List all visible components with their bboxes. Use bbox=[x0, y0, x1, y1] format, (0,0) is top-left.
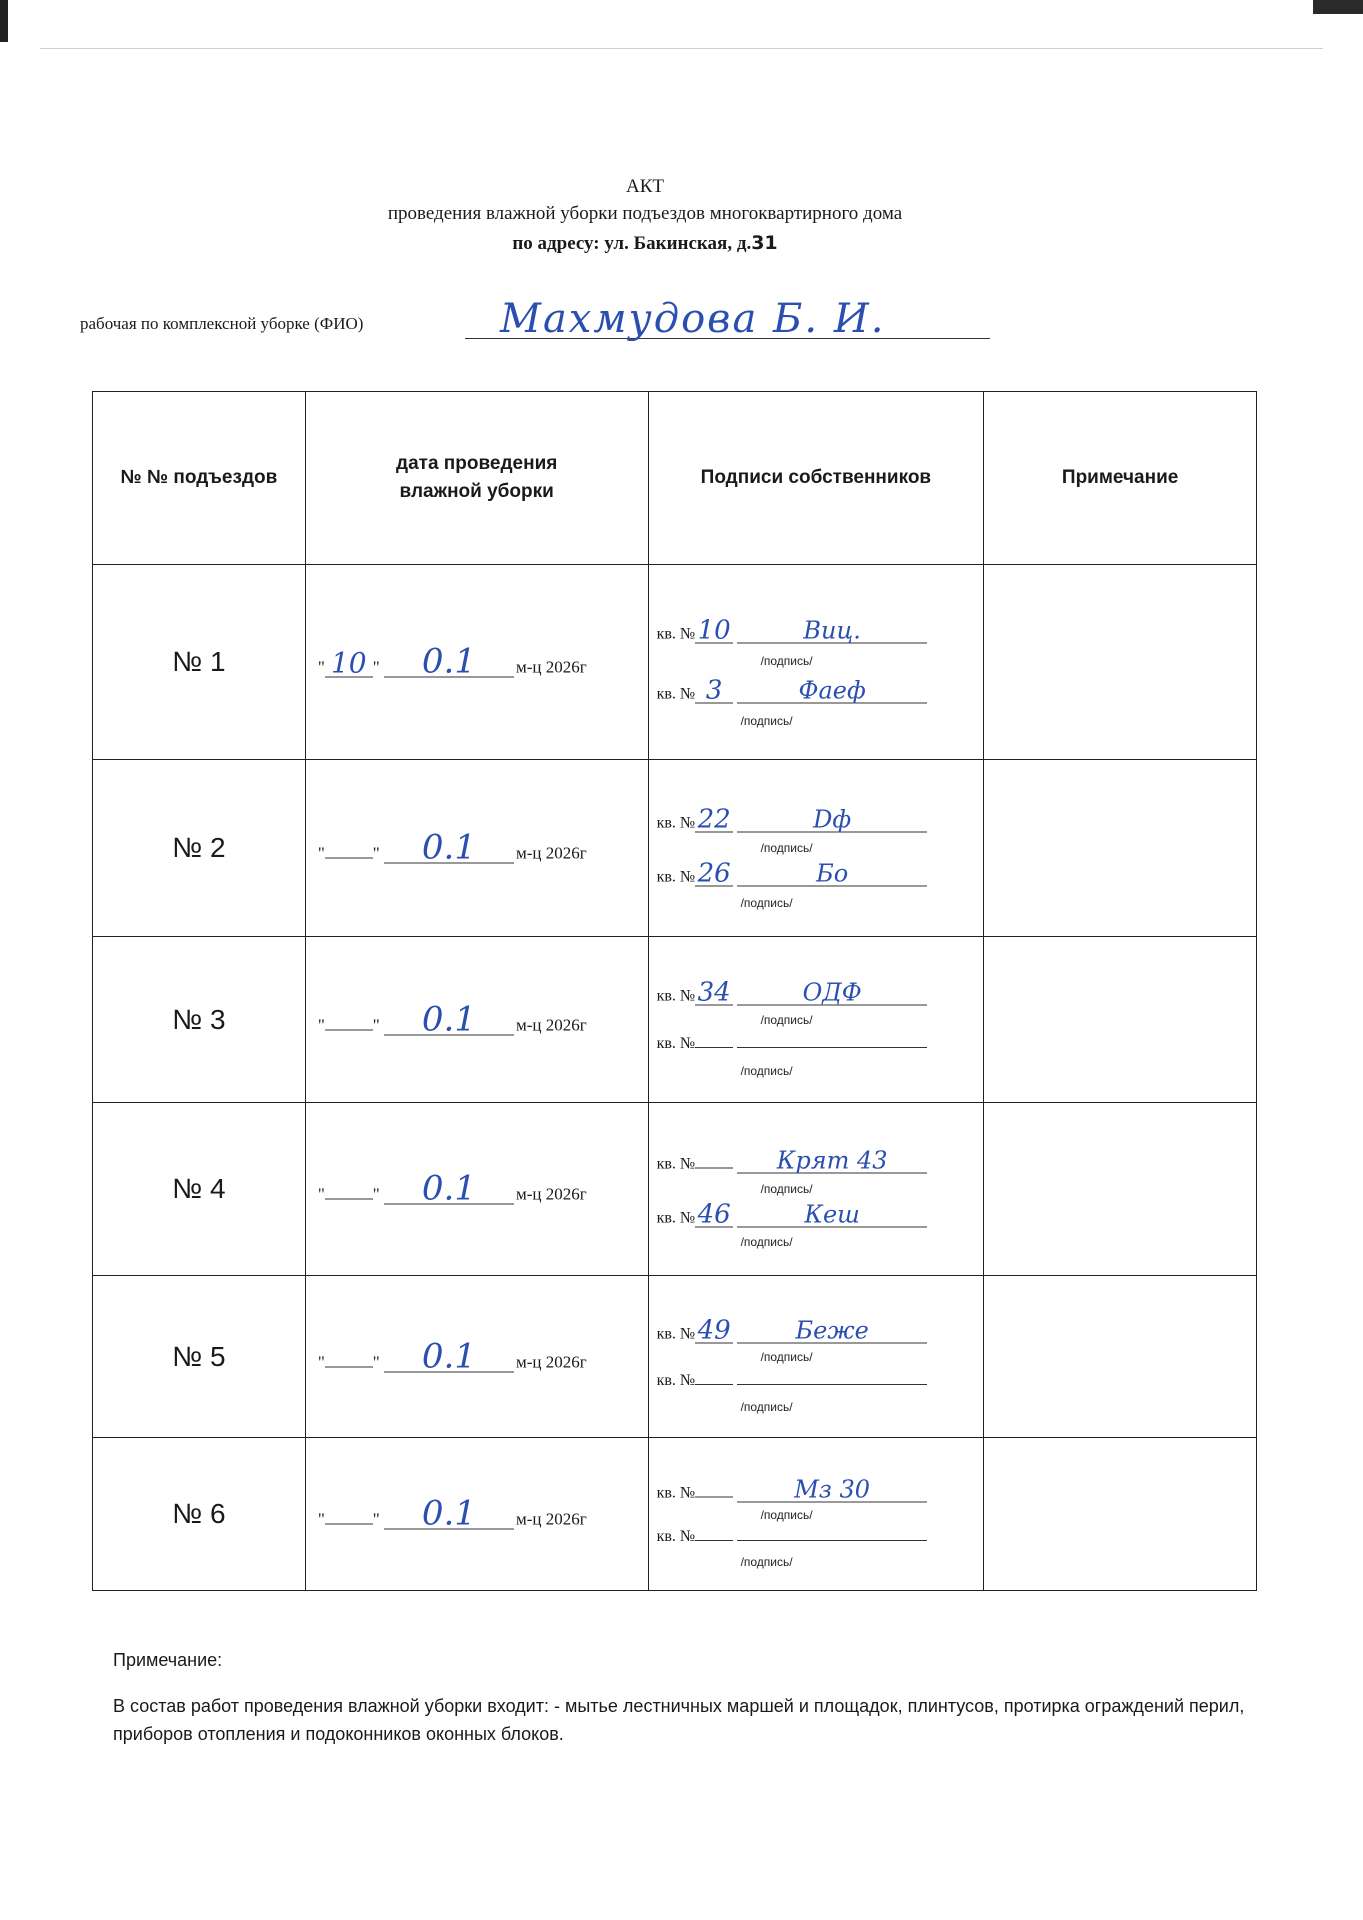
cleaning-table bbox=[92, 391, 1257, 1591]
date-line bbox=[317, 1336, 587, 1376]
apartment-number bbox=[695, 1168, 733, 1169]
date-cell bbox=[305, 1438, 648, 1591]
apartment-number: 46 bbox=[695, 1202, 733, 1227]
month-year-label: м-ц 2026г bbox=[515, 657, 587, 677]
table-row bbox=[93, 565, 1257, 760]
apartment-label: кв. № bbox=[656, 1209, 696, 1227]
signatures-cell bbox=[648, 565, 984, 760]
table-row bbox=[93, 937, 1257, 1103]
signature-line-2 bbox=[657, 1372, 928, 1390]
signatures-cell bbox=[648, 937, 984, 1103]
open-quote: " bbox=[317, 1352, 325, 1371]
month-year-label: м-ц 2026г bbox=[515, 1184, 587, 1204]
apartment-label: кв. № bbox=[656, 1035, 696, 1053]
month-year-label: м-ц 2026г bbox=[515, 1352, 587, 1371]
note-text: В состав работ проведения влажной уборки входит: - мытье лестничных маршей и площадок, плинтусов, протирка ограждений перил, приборов отопления и подоконников оконных блоков. bbox=[113, 1696, 1245, 1744]
signature-caption: /подпись/ bbox=[740, 1235, 793, 1250]
month-field: 0.1 bbox=[384, 1004, 514, 1035]
date-line bbox=[317, 827, 587, 868]
document-title: АКТ bbox=[626, 176, 664, 197]
signatures-cell bbox=[648, 1103, 984, 1276]
close-quote: " bbox=[372, 657, 380, 677]
entrance-number: № 6 bbox=[93, 1438, 306, 1591]
date-line bbox=[317, 1493, 587, 1534]
open-quote: " bbox=[317, 657, 325, 677]
signature-caption: /подпись/ bbox=[760, 654, 813, 669]
signature-caption: /подпись/ bbox=[760, 1507, 813, 1522]
note-cell bbox=[984, 1438, 1257, 1591]
month-field: 0.1 bbox=[384, 1499, 514, 1530]
owner-signature bbox=[737, 1384, 927, 1385]
header-entrances: № № подъездов bbox=[93, 392, 306, 565]
signature-line-2 bbox=[656, 1199, 928, 1230]
owner-signature: Крят 43 bbox=[737, 1149, 927, 1174]
note-cell bbox=[984, 565, 1257, 760]
signatures-cell bbox=[648, 1438, 984, 1591]
signature-line-2 bbox=[657, 1035, 928, 1053]
apartment-label: кв. № bbox=[656, 1371, 696, 1389]
signature-line-1 bbox=[656, 977, 928, 1008]
month-year-label: м-ц 2026г bbox=[515, 1015, 587, 1034]
fold-line bbox=[40, 48, 1323, 49]
day-field bbox=[325, 1199, 373, 1200]
close-quote: " bbox=[372, 1509, 380, 1529]
owner-signature bbox=[737, 1047, 927, 1048]
worker-row bbox=[80, 296, 990, 350]
close-quote: " bbox=[372, 1184, 380, 1204]
day-field bbox=[325, 858, 373, 859]
apartment-number bbox=[695, 1384, 733, 1385]
entrance-number: № 2 bbox=[93, 760, 306, 937]
note-cell bbox=[984, 1103, 1257, 1276]
apartment-label: кв. № bbox=[656, 1155, 696, 1173]
date-cell bbox=[305, 760, 648, 937]
signatures-cell bbox=[648, 760, 984, 937]
apartment-number bbox=[695, 1540, 733, 1541]
apartment-number: 3 bbox=[695, 679, 733, 704]
owner-signature: Кеш bbox=[737, 1202, 927, 1227]
signature-line-2 bbox=[656, 858, 928, 889]
apartment-number: 26 bbox=[695, 862, 733, 887]
entrance-number: № 1 bbox=[93, 565, 306, 760]
note-cell bbox=[984, 937, 1257, 1103]
signature-caption: /подпись/ bbox=[760, 1012, 813, 1027]
signature-caption: /подпись/ bbox=[740, 1399, 793, 1414]
signatures-cell bbox=[648, 1276, 984, 1438]
signature-line-1 bbox=[656, 1146, 928, 1175]
day-field: 10 bbox=[325, 651, 373, 678]
entrance-number: № 5 bbox=[93, 1276, 306, 1438]
apartment-label: кв. № bbox=[656, 868, 696, 886]
apartment-number: 34 bbox=[695, 981, 733, 1006]
signature-line-1 bbox=[656, 1315, 928, 1346]
day-field bbox=[325, 1366, 373, 1367]
signature-line-1 bbox=[656, 615, 928, 646]
address-line bbox=[0, 232, 1290, 255]
date-cell bbox=[305, 1276, 648, 1438]
close-quote: " bbox=[372, 1352, 380, 1371]
owner-signature: Фаеф bbox=[737, 679, 927, 704]
header-signatures: Подписи собственников bbox=[648, 392, 984, 565]
apartment-label: кв. № bbox=[656, 625, 696, 643]
owner-signature: Виц. bbox=[737, 618, 927, 643]
date-line bbox=[317, 1168, 587, 1209]
owner-signature: ОДФ bbox=[737, 981, 927, 1006]
apartment-number bbox=[695, 1047, 733, 1048]
month-year-label: м-ц 2026г bbox=[515, 843, 587, 863]
signature-line-1 bbox=[657, 1477, 928, 1502]
signature-line-2 bbox=[656, 675, 928, 706]
owner-signature: Бо bbox=[737, 862, 927, 887]
date-line bbox=[317, 999, 587, 1039]
open-quote: " bbox=[317, 1015, 325, 1034]
owner-signature bbox=[737, 1540, 927, 1541]
open-quote: " bbox=[317, 843, 325, 863]
table-body bbox=[93, 565, 1257, 1591]
signature-line-1 bbox=[656, 804, 928, 835]
header-date-text: дата проведения влажной уборки bbox=[396, 453, 558, 502]
note-cell bbox=[984, 1276, 1257, 1438]
month-field: 0.1 bbox=[384, 833, 514, 864]
apartment-number: 22 bbox=[695, 807, 733, 832]
day-field bbox=[325, 1524, 373, 1525]
entrance-number: № 4 bbox=[93, 1103, 306, 1276]
signature-caption: /подпись/ bbox=[760, 840, 813, 855]
date-line bbox=[317, 641, 587, 682]
apartment-label: кв. № bbox=[656, 1325, 696, 1343]
apartment-label: кв. № bbox=[656, 1527, 696, 1545]
scan-edge-mark bbox=[1313, 0, 1363, 14]
open-quote: " bbox=[317, 1509, 325, 1529]
table-row bbox=[93, 1276, 1257, 1438]
month-field: 0.1 bbox=[384, 647, 514, 678]
apartment-label: кв. № bbox=[656, 814, 696, 832]
worker-name-handwritten: Махмудова Б. И. bbox=[500, 296, 886, 342]
apartment-label: кв. № bbox=[656, 987, 696, 1005]
document-subtitle: проведения влажной уборки подъездов многоквартирного дома bbox=[387, 203, 903, 224]
date-cell bbox=[305, 565, 648, 760]
address-prefix: по адресу: ул. Бакинская, д. bbox=[512, 233, 752, 254]
signature-line-2 bbox=[657, 1528, 928, 1546]
signature-caption: /подпись/ bbox=[740, 1064, 793, 1079]
apartment-number: 49 bbox=[695, 1318, 733, 1343]
close-quote: " bbox=[372, 1015, 380, 1034]
signature-caption: /подпись/ bbox=[740, 714, 793, 729]
apartment-number: 10 bbox=[695, 618, 733, 643]
table-row bbox=[93, 760, 1257, 937]
signature-caption: /подпись/ bbox=[760, 1350, 813, 1365]
header-date bbox=[305, 392, 648, 565]
signature-caption: /подпись/ bbox=[740, 1555, 793, 1570]
address-number: 31 bbox=[751, 232, 778, 254]
owner-signature: Dф bbox=[737, 807, 927, 832]
table-row bbox=[93, 1103, 1257, 1276]
open-quote: " bbox=[317, 1184, 325, 1204]
header-note: Примечание bbox=[984, 392, 1257, 565]
scan-edge-mark bbox=[0, 0, 8, 42]
apartment-label: кв. № bbox=[656, 1484, 696, 1502]
apartment-number bbox=[695, 1496, 733, 1497]
date-cell bbox=[305, 937, 648, 1103]
owner-signature: Беже bbox=[737, 1318, 927, 1343]
note-title: Примечание: bbox=[113, 1650, 223, 1670]
apartment-label: кв. № bbox=[656, 685, 696, 703]
table-row bbox=[93, 1438, 1257, 1591]
worker-label: рабочая по комплексной уборке (ФИО) bbox=[80, 314, 364, 333]
month-year-label: м-ц 2026г bbox=[515, 1509, 587, 1529]
month-field: 0.1 bbox=[384, 1174, 514, 1205]
day-field bbox=[325, 1029, 373, 1030]
date-cell bbox=[305, 1103, 648, 1276]
note-cell bbox=[984, 760, 1257, 937]
close-quote: " bbox=[372, 843, 380, 863]
entrance-number: № 3 bbox=[93, 937, 306, 1103]
owner-signature: Мз 30 bbox=[737, 1477, 927, 1502]
signature-caption: /подпись/ bbox=[760, 1182, 813, 1197]
signature-caption: /подпись/ bbox=[740, 895, 793, 910]
month-field: 0.1 bbox=[384, 1341, 514, 1372]
table-header-row bbox=[93, 392, 1257, 565]
